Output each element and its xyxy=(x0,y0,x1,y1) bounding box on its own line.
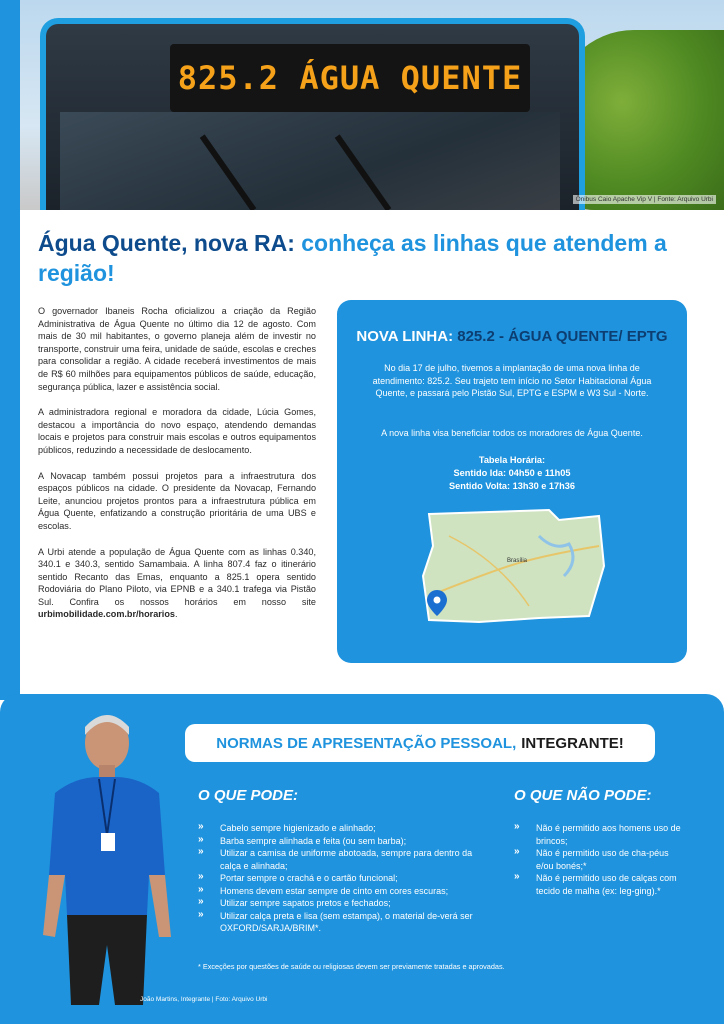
body-paragraph-1: O governador Ibaneis Rocha oficializou a criação da Região Administrativa de Água Quente no último dia 12 de agosto. Com mais de 30 mil habitantes, o governo planeja além de investir no transporte, construir uma feira, unidade de saúde, escolas e creches para consolidar a região. A cidade receberá investimentos de mais de R$ 60 milhões para equipamentos públicos de saúde, educação, segurança pública, lazer e assistência social. xyxy=(38,306,316,392)
schedule-table xyxy=(337,454,687,493)
rules-title-main: NORMAS DE APRESENTAÇÃO PESSOAL, xyxy=(216,734,517,752)
body-paragraph-3: A Novacap também possui projetos para a infraestrutura dos espaços públicos na cidade. O presidente da Novacap, Fernando Leite, anunciou projetos prontos para a infraestrutura pública em Água Quente, enfatizando a construção prioritária de uma UBS e escolas. xyxy=(38,470,316,531)
rules-footnote: * Exceções por questões de saúde ou religiosas devem ser previamente tratadas e aprovadas. xyxy=(198,962,505,971)
allowed-item: » Cabelo sempre higienizado e alinhado; xyxy=(198,821,376,833)
allowed-list xyxy=(198,822,488,935)
bullet-icon: » xyxy=(198,896,204,907)
map-region-shape xyxy=(423,510,604,622)
not-allowed-list xyxy=(514,822,684,897)
body-paragraph-4-text: A Urbi atende a população de Água Quente com as linhas 0.340, 340.1 e 340.3, sentido Samambaia. A linha 807.4 faz o itinerário sentido Recanto das Emas, enquanto a 825.1 opera sentido Rodoviária do Plano Piloto, via EPNB e a 340.1 trafega via Pistão Sul. Confira os nossos horários em nosso site xyxy=(38,546,316,607)
bus-destination-sign xyxy=(170,44,530,112)
not-allowed-item: » Não é permitido aos homens uso de brincos; xyxy=(514,821,681,846)
map-city-label: Brasília xyxy=(507,558,528,564)
bus-windshield xyxy=(60,112,560,210)
bullet-icon: » xyxy=(198,883,204,895)
body-paragraph-4-suffix: . xyxy=(174,609,178,620)
new-line-title xyxy=(337,328,687,345)
allowed-item: » Utilizar a camisa de uniforme abotoada, sempre para dentro da calça e alinhada; xyxy=(198,846,473,871)
article-body xyxy=(38,305,316,634)
new-line-box xyxy=(337,300,687,663)
bullet-icon: » xyxy=(514,821,520,832)
body-paragraph-4 xyxy=(38,546,316,622)
bullet-icon: » xyxy=(198,821,204,832)
new-line-value: 825.2 - ÁGUA QUENTE/ EPTG xyxy=(453,328,668,345)
bus-sign-text: 825.2 ÁGUA QUENTE xyxy=(177,59,523,97)
not-allowed-heading: O QUE NÃO PODE: xyxy=(514,787,652,804)
bullet-icon: » xyxy=(514,846,520,857)
schedule-volta: Sentido Volta: 13h30 e 17h36 xyxy=(449,481,575,491)
bullet-icon: » xyxy=(198,846,204,857)
bullet-icon: » xyxy=(198,871,204,882)
bullet-icon: » xyxy=(198,833,204,845)
allowed-heading: O QUE PODE: xyxy=(198,787,299,804)
allowed-item: » Portar sempre o crachá e o cartão funcional; xyxy=(198,871,398,883)
allowed-item: » Utilizar calça preta e lisa (sem estampa), o material de-verá ser OXFORD/SARJA/BRIM*. xyxy=(198,908,473,933)
article-headline xyxy=(38,228,678,288)
allowed-item: » Homens devem estar sempre de cinto em cores escuras; xyxy=(198,883,449,896)
not-allowed-item: » Não é permitido uso de calças com tecido de malha (ex: leg-ging).* xyxy=(514,871,677,896)
headline-part2: conheça as linhas que atendem a região! xyxy=(38,230,667,286)
employee-photo xyxy=(25,705,175,1005)
allowed-item: » Utilizar sempre sapatos pretos e fechados; xyxy=(198,896,391,908)
hero-caption: Ônibus Caio Apache Vip V | Fonte: Arquivo Urbi xyxy=(573,195,716,204)
schedule-ida: Sentido Ida: 04h50 e 11h05 xyxy=(453,468,571,478)
new-line-label: NOVA LINHA: xyxy=(356,328,454,345)
schedule-title: Tabela Horária: xyxy=(478,455,546,465)
new-line-benefit: A nova linha visa beneficiar todos os moradores de Água Quente. xyxy=(381,428,643,438)
bullet-icon: » xyxy=(514,871,520,882)
left-accent-strip xyxy=(0,0,20,700)
rules-title xyxy=(185,724,655,762)
body-paragraph-2: A administradora regional e moradora da cidade, Lúcia Gomes, destacou a importância do novo espaço, atendendo demandas locais e projetos para construir mais escolas e outros equipamentos públicos, reduzindo a necessidade de deslocamento. xyxy=(38,407,316,455)
hero-bus-photo xyxy=(20,0,724,210)
route-map xyxy=(419,506,619,626)
schedule-site-link[interactable]: urbimobilidade.com.br/horarios xyxy=(38,609,175,620)
allowed-item: » Barba sempre alinhada e feita (ou sem barba); xyxy=(198,833,407,846)
headline-part1: Água Quente, nova RA: xyxy=(38,230,295,256)
new-line-description: No dia 17 de julho, tivemos a implantação de uma nova linha de atendimento: 825.2. Seu trajeto tem início no Setor Habitacional Água Quente, e passará pelo Pistão Sul, EPTG e ESPM e W3 Sul - Norte. xyxy=(372,363,652,398)
photo-caption: João Martins, Integrante | Foto: Arquivo Urbi xyxy=(140,996,268,1003)
bullet-icon: » xyxy=(198,908,204,920)
rules-title-highlight: INTEGRANTE! xyxy=(521,734,624,752)
not-allowed-item: » Não é permitido uso de cha-péus e/ou bonés;* xyxy=(514,846,669,871)
